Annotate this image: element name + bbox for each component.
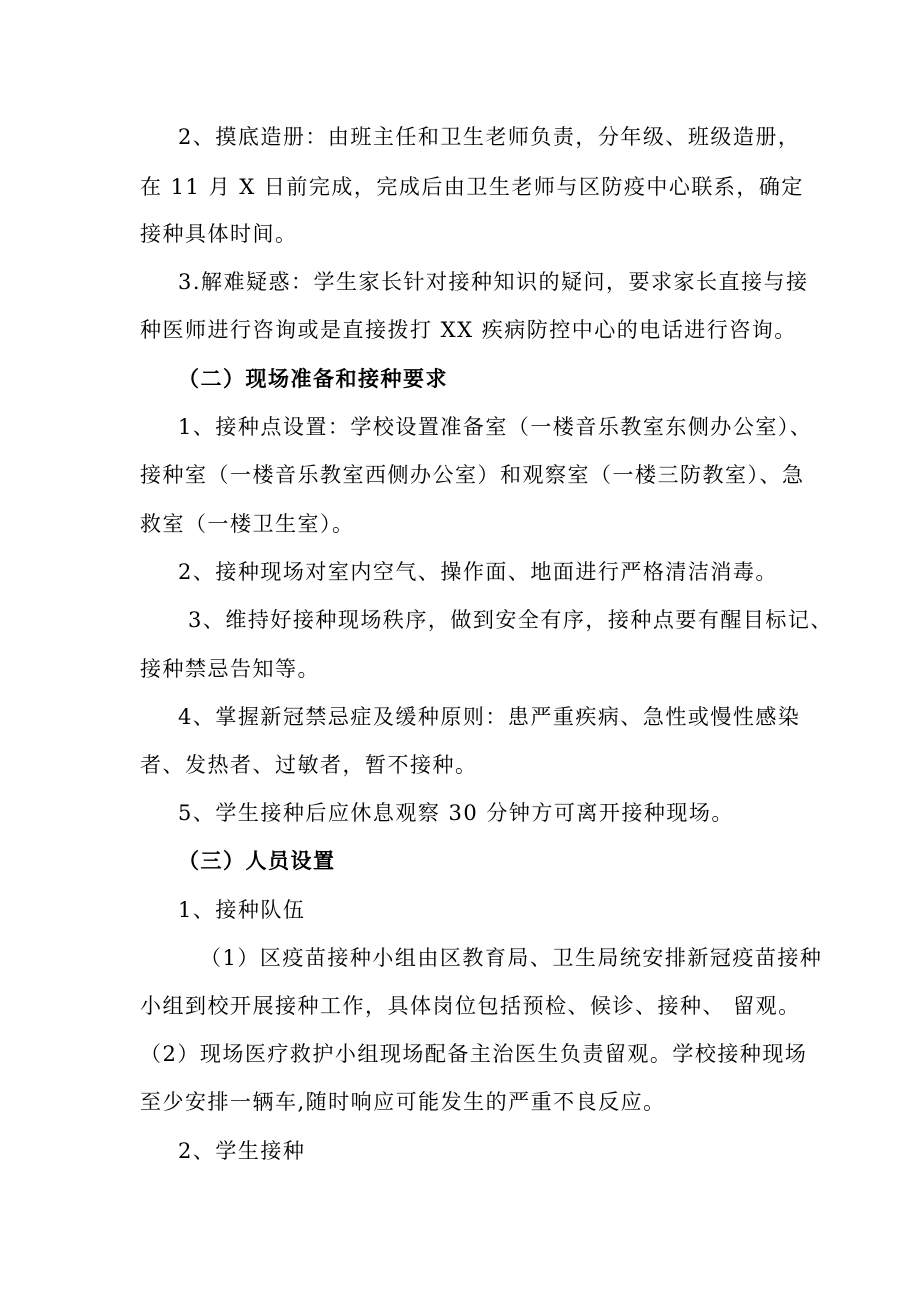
paragraph-line: 种医师进行咨询或是直接拨打 XX 疾病防控中心的电话进行咨询。 bbox=[140, 318, 797, 342]
section-heading: （三）人员设置 bbox=[178, 848, 336, 873]
paragraph-line: 救室（一楼卫生室）。 bbox=[140, 512, 355, 536]
paragraph-line: 3.解难疑惑：学生家长针对接种知识的疑问，要求家长直接与接 bbox=[178, 270, 809, 294]
paragraph-line: 在 11 月 X 日前完成，完成后由卫生老师与区防疫中心联系，确定 bbox=[140, 175, 804, 199]
paragraph-line: 接种室（一楼音乐教室西侧办公室）和观察室（一楼三防教室）、急 bbox=[140, 463, 805, 487]
paragraph-line: 2、接种现场对室内空气、操作面、地面进行严格清洁消毒。 bbox=[178, 560, 778, 584]
paragraph-line: （1）区疫苗接种小组由区教育局、卫生局统安排新冠疫苗接种 bbox=[200, 946, 823, 970]
paragraph-line: 至少安排一辆车,随时响应可能发生的严重不良反应。 bbox=[140, 1090, 666, 1114]
paragraph-line: 小组到校开展接种工作，具体岗位包括预检、候诊、接种、 留观。 bbox=[140, 994, 801, 1018]
paragraph-line: 1、接种点设置：学校设置准备室（一楼音乐教室东侧办公室）、 bbox=[178, 415, 813, 439]
paragraph-line: 5、学生接种后应休息观察 30 分钟方可离开接种现场。 bbox=[178, 801, 734, 825]
paragraph-line: 2、摸底造册：由班主任和卫生老师负责，分年级、班级造册， bbox=[178, 125, 801, 149]
paragraph-line: 者、发热者、过敏者，暂不接种。 bbox=[140, 753, 478, 777]
paragraph-line: 4、掌握新冠禁忌症及缓种原则：患严重疾病、急性或慢性感染 bbox=[178, 705, 801, 729]
paragraph-line: 接种禁忌告知等。 bbox=[140, 657, 320, 681]
section-heading: （二）现场准备和接种要求 bbox=[178, 366, 448, 391]
paragraph-line: 1、接种队伍 bbox=[178, 898, 306, 922]
paragraph-line: 3、维持好接种现场秩序，做到安全有序，接种点要有醒目标记、 bbox=[188, 608, 833, 632]
paragraph-line: 2、学生接种 bbox=[178, 1139, 306, 1163]
paragraph-line: 接种具体时间。 bbox=[140, 222, 298, 246]
paragraph-line: （2）现场医疗救护小组现场配备主治医生负责留观。学校接种现场 bbox=[140, 1042, 808, 1066]
